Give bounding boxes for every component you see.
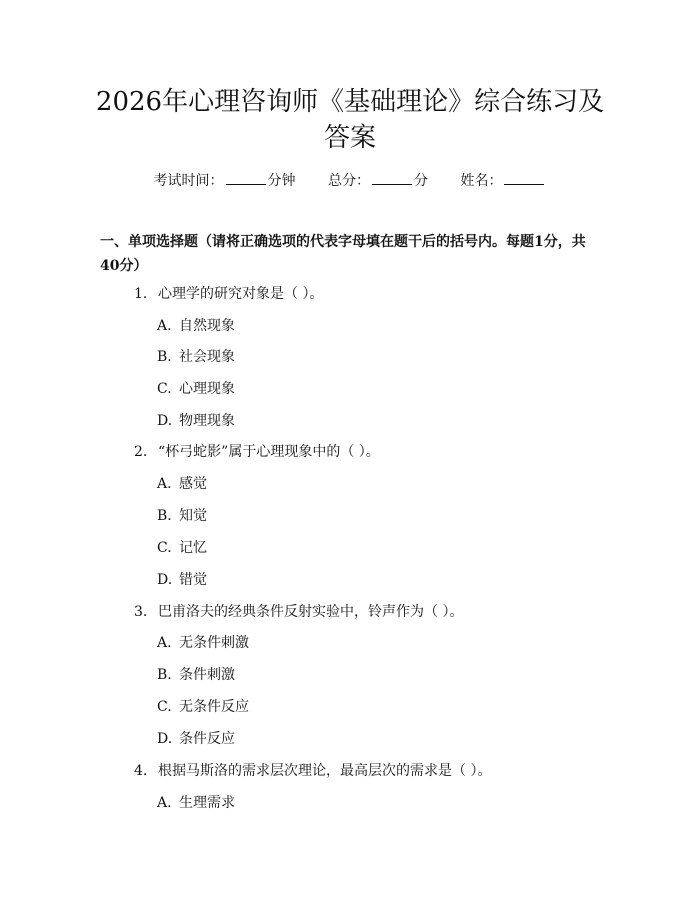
option-letter: A.: [157, 635, 172, 651]
option-letter: A.: [157, 476, 172, 492]
option-text: 心理现象: [179, 381, 235, 397]
option-text: 物理现象: [179, 413, 235, 429]
option-1b: [157, 346, 235, 366]
option-1d: [157, 410, 235, 430]
option-1c: [157, 378, 235, 398]
option-2d: [157, 569, 207, 589]
option-1a: [157, 315, 235, 335]
exam-info: [0, 170, 700, 190]
option-text: 错觉: [179, 572, 207, 588]
option-text: 感觉: [179, 476, 207, 492]
exam-time-label: 考试时间：: [153, 173, 224, 189]
total-score-unit: 分: [414, 173, 428, 189]
option-text: 条件刺激: [179, 667, 235, 683]
question-1: [134, 283, 323, 303]
section-heading: 一、单项选择题（请将正确选项的代表字母填在题干后的括号内。每题1分，共40分）: [100, 234, 586, 274]
option-text: 自然现象: [179, 318, 235, 334]
option-letter: C.: [157, 540, 172, 556]
question-number: 2.: [134, 444, 148, 460]
option-3b: [157, 664, 235, 684]
option-text: 记忆: [179, 540, 207, 556]
total-score-field: [328, 173, 432, 189]
exam-time-unit: 分钟: [267, 173, 296, 189]
title-line-1: 2026年心理咨询师《基础理论》综合练习及: [95, 87, 605, 117]
title-line-2: 答案: [323, 123, 376, 153]
option-4a: [157, 792, 235, 812]
option-text: 知觉: [179, 508, 207, 524]
option-text: 无条件反应: [179, 699, 249, 715]
question-3: [134, 601, 463, 621]
option-letter: B.: [157, 667, 172, 683]
question-text: “杯弓蛇影”属于心理现象中的（ ）。: [158, 444, 380, 460]
name-label: 姓名：: [460, 173, 503, 189]
total-score-blank: [372, 172, 412, 185]
option-2b: [157, 505, 207, 525]
option-letter: C.: [157, 381, 172, 397]
total-score-label: 总分：: [328, 173, 370, 189]
option-letter: B.: [157, 349, 172, 365]
question-text: 巴甫洛夫的经典条件反射实验中，铃声作为（ ）。: [158, 604, 464, 620]
option-letter: D.: [157, 731, 173, 747]
option-letter: A.: [157, 318, 172, 334]
exam-time-blank: [226, 172, 266, 185]
question-number: 4.: [134, 763, 148, 779]
option-text: 条件反应: [179, 731, 235, 747]
question-4: [134, 760, 491, 780]
exam-time-field: [154, 173, 300, 189]
question-number: 3.: [134, 604, 148, 620]
option-letter: A.: [157, 795, 172, 811]
option-2c: [157, 537, 207, 557]
option-3c: [157, 696, 249, 716]
option-letter: C.: [157, 699, 172, 715]
option-3a: [157, 632, 249, 652]
question-number: 1.: [134, 286, 148, 302]
option-text: 生理需求: [179, 795, 235, 811]
option-text: 无条件刺激: [179, 635, 249, 651]
question-text: 心理学的研究对象是（ ）。: [158, 286, 324, 302]
page-title: [0, 84, 700, 156]
option-letter: D.: [157, 413, 173, 429]
option-text: 社会现象: [179, 349, 235, 365]
name-field: [460, 173, 546, 189]
question-2: [134, 441, 380, 461]
name-blank: [504, 172, 544, 185]
option-letter: B.: [157, 508, 172, 524]
option-3d: [157, 728, 235, 748]
option-2a: [157, 473, 207, 493]
option-letter: D.: [157, 572, 173, 588]
question-text: 根据马斯洛的需求层次理论，最高层次的需求是（ ）。: [158, 763, 492, 779]
